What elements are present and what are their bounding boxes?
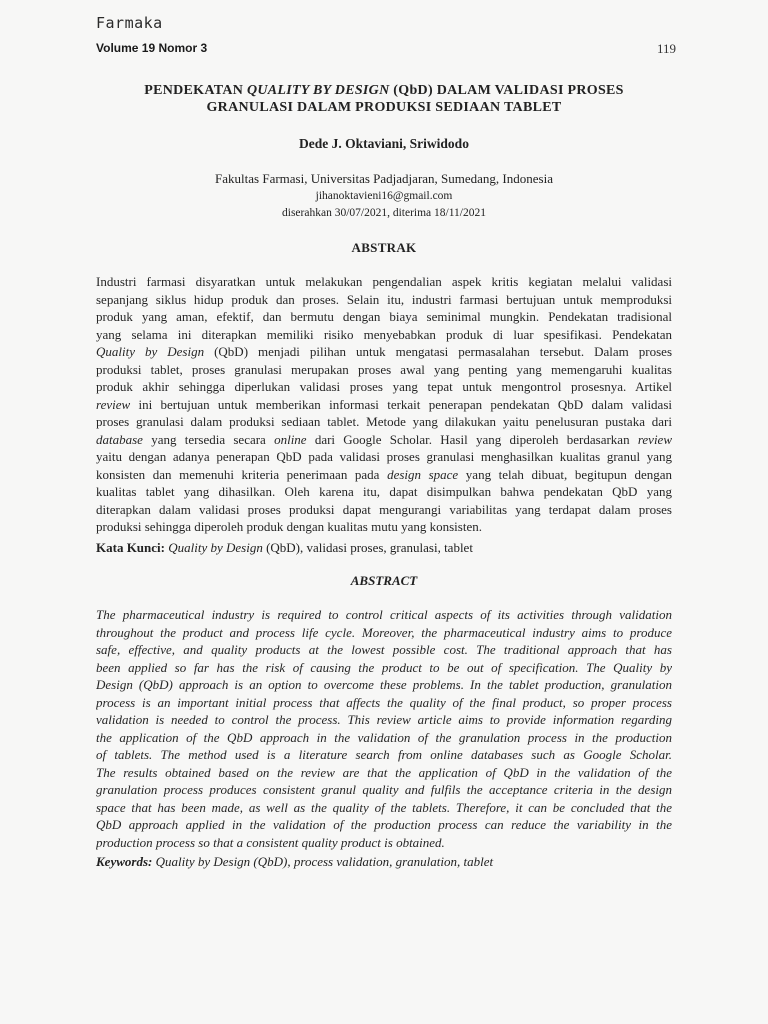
keywords-label: Keywords: [96, 854, 153, 869]
volume-issue: Volume 19 Nomor 3 [96, 41, 208, 55]
text-line: yang selama ini diterapkan memiliki risiko menyebabkan produk di luar spesifikasi. Pendekatan [96, 326, 672, 342]
text-line: sepanjang siklus hidup produk dan proses. Selain itu, industri farmasi bertujuan untuk memproduksi [96, 291, 672, 307]
text-line: process is an important initial process that affects the quality of the final product, so proper process [96, 694, 672, 710]
author-email: jihanoktavieni16@gmail.com [315, 190, 453, 202]
title-italic: QUALITY BY DESIGN [246, 83, 390, 98]
text-line: production process so that a consistent quality product is obtained. [96, 834, 445, 850]
text-line: The pharmaceutical industry is required to control critical aspects of its activities through validation [96, 607, 672, 622]
text-line: Design (QbD) approach is an option to overcome these problems. In the tablet production, granulation [96, 677, 672, 692]
text-line: produk yang aman, efektif, dan bermutu dengan biaya seminimal mungkin. Pendekatan tradisional [96, 309, 672, 324]
kata-kunci: Kata Kunci: Quality by Design (QbD), validasi proses, granulasi, tablet [96, 540, 473, 555]
text-line: database yang tersedia secara online dari Google Scholar. Hasil yang diperoleh berdasarkan review [96, 431, 672, 447]
text-line: produksi tablet, proses granulasi merupakan proses awal yang penting yang memengaruhi kualitas [96, 361, 672, 377]
kata-kunci-label: Kata Kunci: [96, 540, 165, 555]
page-number: 119 [656, 41, 676, 56]
text-line: validation is needed to control the process. This review article aims to provide information regarding [96, 712, 672, 727]
title-line-2: GRANULASI DALAM PRODUKSI SEDIAAN TABLET [206, 100, 562, 115]
abstract-body [96, 606, 672, 851]
keywords: Keywords: Quality by Design (QbD), process validation, granulation, tablet [96, 854, 494, 869]
text-line: the application of the QbD approach in the validation of the granulation process in the production [96, 729, 672, 745]
text-line: throughout the product and process life cycle. Moreover, the pharmaceutical industry aims to produce [96, 624, 672, 640]
text-line: proses granulasi dalam produksi sediaan tablet. Metode yang dilakukan yaitu penelusuran pustaka dari [96, 414, 672, 429]
text-line: diterapkan dalam validasi proses produksi dapat mengurangi variabilitas yang terdapat dalam proses [96, 501, 672, 517]
text-line: Quality by Design (QbD) menjadi pilihan untuk mengatasi permasalahan tersebut. Dalam proses [96, 344, 672, 359]
text-line: yaitu dengan adanya penerapan QbD pada validasi proses granulasi menghasilkan kualitas granul yang [96, 449, 672, 464]
authors: Dede J. Oktaviani, Sriwidodo [299, 136, 469, 151]
text-line: konsisten dan memenuhi kriteria penerimaan pada design space yang telah dibuat, begitupun dengan [96, 466, 672, 482]
text-line: of tablets. The method used is a literature search from online databases such as Google Scholar. [96, 747, 672, 762]
text-line: kualitas tablet yang dihasilkan. Oleh karena itu, dapat disimpulkan bahwa pendekatan QbD yang [96, 484, 672, 499]
abstrak-body [96, 273, 672, 536]
text-line: produksi sehingga diperoleh produk dengan kualitas mutu yang konsisten. [96, 519, 482, 534]
article-title [100, 82, 668, 116]
title-line-1: PENDEKATAN QUALITY BY DESIGN (QbD) DALAM VALIDASI PROSES [144, 83, 624, 98]
journal-name: Farmaka [96, 14, 163, 32]
text-line: review ini bertujuan untuk memberikan informasi terkait penerapan pendekatan QbD dalam validasi [96, 396, 672, 412]
text-line: The results obtained based on the review are that the application of QbD in the validation of the [96, 764, 672, 780]
text-line: been applied so far has the risk of causing the product to be out of specification. The Quality by [96, 659, 672, 675]
submission-dates: diserahkan 30/07/2021, diterima 18/11/2021 [282, 207, 486, 219]
text-line: QbD approach applied in the validation of the production process can reduce the variability in the [96, 817, 672, 832]
text-line: granulation process produces consistent granul quality and fulfils the acceptance criteria in the design [96, 782, 672, 797]
text-line: produk akhir sehingga diperlukan validasi proses yang tepat untuk mengontrol prosesnya. Artikel [96, 379, 672, 394]
text-line: space that has been made, as well as the quality of the tablets. Therefore, it can be concluded that the [96, 799, 672, 815]
text-line: Industri farmasi disyaratkan untuk melakukan pengendalian aspek kritis kegiatan melalui validasi [96, 274, 672, 289]
text-line: safe, effective, and quality products at the lowest possible cost. The traditional approach that has [96, 642, 672, 657]
abstract-heading: ABSTRACT [350, 573, 418, 588]
abstrak-heading: ABSTRAK [351, 240, 417, 255]
affiliation: Fakultas Farmasi, Universitas Padjadjaran, Sumedang, Indonesia [215, 171, 553, 186]
